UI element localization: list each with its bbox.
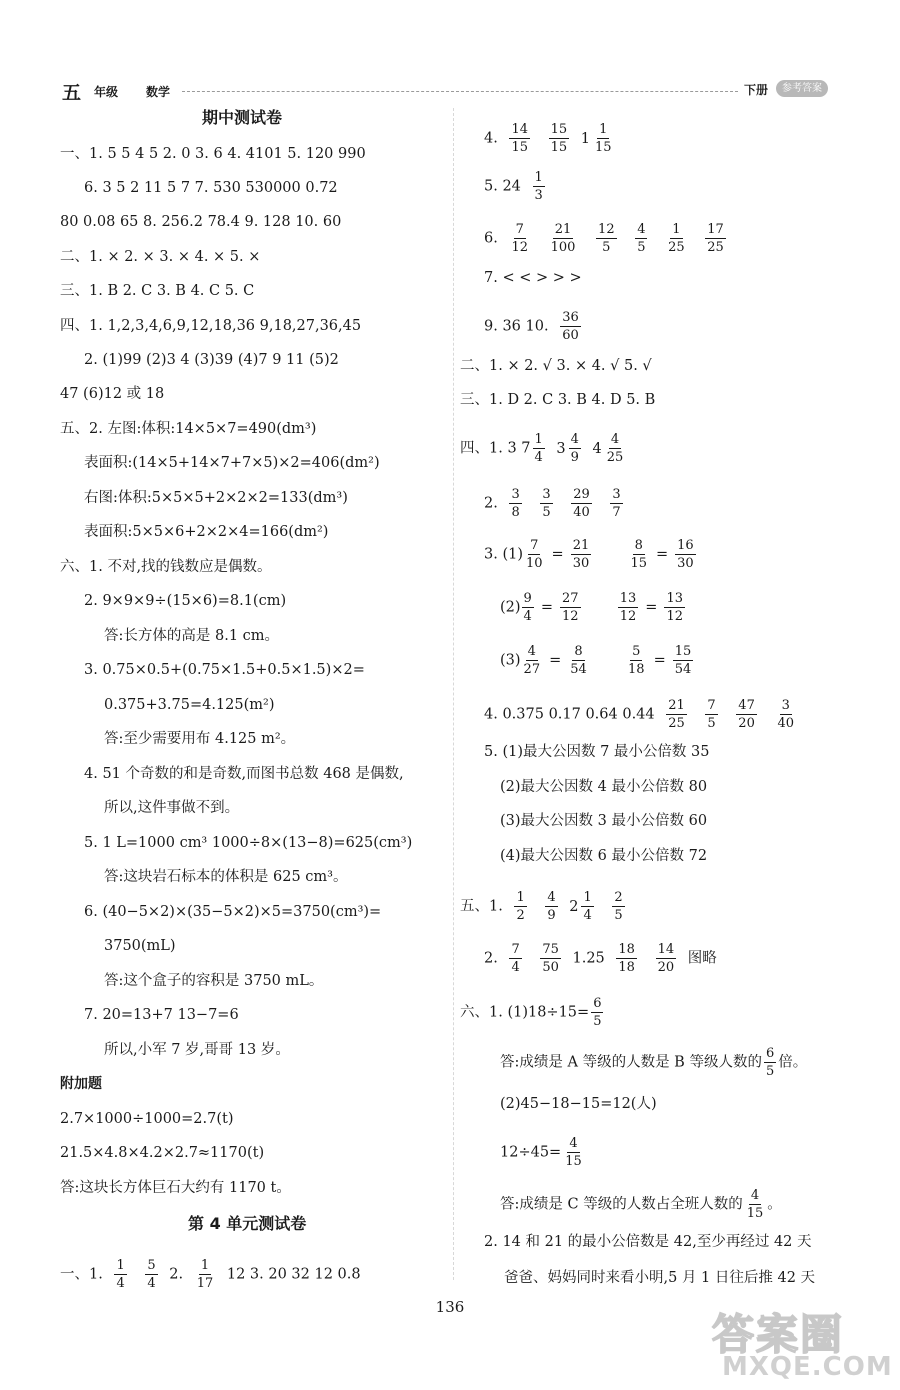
answer-line: 7. 20=13+7 13−7=6 <box>84 1007 239 1023</box>
answer-line: 6. (40−5×2)×(35−5×2)×5=3750(cm³)= <box>84 904 382 920</box>
subject-label: 数学 <box>146 85 171 99</box>
midterm-title: 期中测试卷 <box>202 108 283 127</box>
answer-line: 6. 3 5 2 11 5 7 7. 530 530000 0.72 <box>84 180 338 196</box>
answer-line: 7. < < > > > <box>484 270 582 286</box>
page-number: 136 <box>435 1298 465 1316</box>
answer-line: 五、1. $\frac{1}{2}$ $\frac{4}{9}$ 2 $\frac{1}{4}$ $\frac{2}{5}$ <box>460 890 623 923</box>
answer-line: 80 0.08 65 8. 256.2 78.4 9. 128 10. 60 <box>60 214 342 230</box>
answer-line: (2)最大公因数 4 最小公倍数 80 <box>500 779 708 795</box>
answer-line: 一、1. 5 5 4 5 2. 0 3. 6 4. 4101 5. 120 990 <box>60 146 366 162</box>
answer-line: 4. 0.375 0.17 0.64 0.44 $\frac{21}{25}$ $\frac{7}{5}$ $\frac{47}{20}$ $\frac{3}{40}$ <box>484 698 794 731</box>
answer-line: 5. 24 $\frac{1}{3}$ <box>484 170 543 203</box>
answer-line: (2) $\frac{9}{4}$ = $\frac{27}{12}$ $\frac{13}{12}$ = $\frac{13}{12}$ <box>500 591 683 624</box>
answer-line: 2. 14 和 21 的最小公倍数是 42,至少再经过 42 天 <box>484 1234 812 1250</box>
unit4-title: 第 4 单元测试卷 <box>188 1214 307 1233</box>
volume-label: 下册 <box>744 83 769 97</box>
answer-line: (2)45−18−15=12(人) <box>500 1096 657 1112</box>
answer-line: 所以,这件事做不到。 <box>104 800 240 816</box>
answer-line: 答:这块岩石标本的体积是 625 cm³。 <box>104 869 348 885</box>
answer-line: 6. $\frac{7}{12}$ $\frac{21}{100}$ $\frac{12}{5}$ $\frac{4}{5}$ $\frac{1}{25}$ $\frac{17}{25}$ <box>484 222 724 255</box>
answer-line: 二、1. × 2. √ 3. × 4. √ 5. √ <box>460 358 652 374</box>
answer-line: 爸爸、妈妈同时来看小明,5 月 1 日往后推 42 天 <box>504 1270 816 1286</box>
answer-line: 所以,小军 7 岁,哥哥 13 岁。 <box>104 1042 290 1058</box>
answer-line: 五、2. 左图:体积:14×5×7=490(dm³) <box>60 421 317 437</box>
extra-title: 附加题 <box>60 1076 102 1092</box>
answer-line: 47 (6)12 或 18 <box>60 386 165 402</box>
page-header <box>60 78 840 102</box>
column-divider <box>453 108 454 1280</box>
answer-line: 2. 9×9×9÷(15×6)=8.1(cm) <box>84 593 287 609</box>
answer-line: 四、1. 3 7 $\frac{1}{4}$ 3 $\frac{4}{9}$ 4 $\frac{4}{25}$ <box>460 432 624 465</box>
answer-line: 2. $\frac{3}{8}$ $\frac{3}{5}$ $\frac{29}{40}$ $\frac{3}{7}$ <box>484 487 621 520</box>
answer-line: 二、1. × 2. × 3. × 4. × 5. × <box>60 249 261 265</box>
answer-line: (3)最大公因数 3 最小公倍数 60 <box>500 813 708 829</box>
watermark <box>712 1298 892 1384</box>
answer-line: 四、1. 1,2,3,4,6,9,12,18,36 9,18,27,36,45 <box>60 318 362 334</box>
grade-number: 五 <box>62 82 82 104</box>
answer-line: 答:成绩是 C 等级的人数占全班人数的 $\frac{4}{15}$ 。 <box>500 1188 782 1221</box>
answer-key-badge: 参考答案 <box>776 80 828 97</box>
answer-line: 2.7×1000÷1000=2.7(t) <box>60 1111 234 1127</box>
answer-line: 表面积:(14×5+14×7+7×5)×2=406(dm²) <box>84 455 380 471</box>
answer-line: 右图:体积:5×5×5+2×2×2=133(dm³) <box>84 490 348 506</box>
fraction: $\frac{1}{17}$ <box>196 1258 214 1291</box>
fraction: $\frac{1}{4}$ <box>116 1258 125 1291</box>
answer-line: 4. $\frac{14}{15}$ $\frac{15}{15}$ 1 $\frac{1}{15}$ <box>484 122 612 155</box>
answer-line: 5. 1 L=1000 cm³ 1000÷8×(13−8)=625(cm³) <box>84 835 413 851</box>
answer-line: 21.5×4.8×4.2×2.7≈1170(t) <box>60 1145 265 1161</box>
answer-line: 5. (1)最大公因数 7 最小公倍数 35 <box>484 744 710 760</box>
answer-line: 三、1. B 2. C 3. B 4. C 5. C <box>60 283 255 299</box>
answer-line: 0.375+3.75=4.125(m²) <box>104 697 275 713</box>
answer-line: 3. (1) $\frac{7}{10}$ = $\frac{21}{30}$ $\frac{8}{15}$ = $\frac{16}{30}$ <box>484 538 694 571</box>
fraction: $\frac{5}{4}$ <box>147 1258 156 1291</box>
answer-line: 答:这块长方体巨石大约有 1170 t。 <box>60 1180 291 1196</box>
answer-line: 答:至少需要用布 4.125 m²。 <box>104 731 296 747</box>
answer-line: 答:长方体的高是 8.1 cm。 <box>104 628 280 644</box>
answer-line: (3) $\frac{4}{27}$ = $\frac{8}{54}$ $\frac{5}{18}$ = $\frac{15}{54}$ <box>500 644 692 677</box>
answer-line: 六、1. 不对,找的钱数应是偶数。 <box>60 559 272 575</box>
watermark-logo-text: 答案圈 <box>712 1310 845 1359</box>
answer-line: 3750(mL) <box>104 938 176 954</box>
answer-line: 4. 51 个奇数的和是奇数,而图书总数 468 是偶数, <box>84 766 404 782</box>
answer-line: 3. 0.75×0.5+(0.75×1.5+0.5×1.5)×2= <box>84 662 365 678</box>
answer-line: 12÷45= $\frac{4}{15}$ <box>500 1136 582 1169</box>
answer-line: 一、1. $\frac{1}{4}$ $\frac{5}{4}$ 2. $\frac{1}{17}$ 12 3. 20 32 12 0.8 <box>60 1258 361 1291</box>
answer-line: 表面积:5×5×6+2×2×4=166(dm²) <box>84 524 329 540</box>
answer-line: 答:这个盒子的容积是 3750 mL。 <box>104 973 324 989</box>
header-dashed-line <box>182 91 738 92</box>
answer-line: 答:成绩是 A 等级的人数是 B 等级人数的 $\frac{6}{5}$ 倍。 <box>500 1046 808 1079</box>
watermark-domain: MXQE.COM <box>722 1352 893 1382</box>
answer-line: 2. (1)99 (2)3 4 (3)39 (4)7 9 11 (5)2 <box>84 352 339 368</box>
answer-line: 六、1. (1)18÷15= $\frac{6}{5}$ <box>460 996 602 1029</box>
grade-label: 年级 <box>94 85 119 99</box>
answer-line: 9. 36 10. $\frac{36}{60}$ <box>484 310 579 343</box>
answer-line: 三、1. D 2. C 3. B 4. D 5. B <box>460 392 656 408</box>
answer-line: 2. $\frac{7}{4}$ $\frac{75}{50}$ 1.25 $\frac{18}{18}$ $\frac{14}{20}$ 图略 <box>484 942 717 975</box>
answer-line: (4)最大公因数 6 最小公倍数 72 <box>500 848 708 864</box>
